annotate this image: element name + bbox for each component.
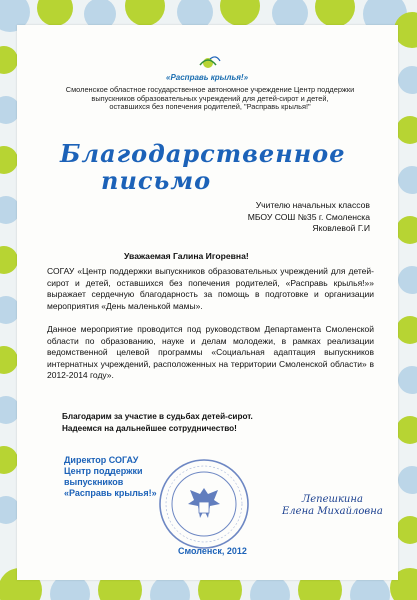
director-block (64, 455, 204, 499)
city-year: Смоленск, 2012 (178, 546, 247, 556)
thanks-line-2: Надеемся на дальнейшее сотрудничество! (62, 423, 237, 433)
org-line-3: оставшихся без попечения родителей, "Расправь крылья!" (109, 102, 311, 112)
title-line-2: письмо (101, 166, 212, 195)
organization-header (44, 86, 376, 112)
signature-line-2: Елена Михайловна (282, 506, 383, 517)
greeting: Уважаемая Галина Игоревна! (124, 251, 249, 261)
recipient-line-1: Учителю начальных классов (255, 200, 370, 210)
org-line-2: выпускников образовательных учреждений для детей-сирот и детей, (91, 93, 329, 103)
recipient-line-2: МБОУ СОШ №35 г. Смоленска (247, 211, 370, 222)
director-line-3: «Расправь крылья!» (64, 488, 157, 498)
recipient-line-3: Яковлевой Г.И (312, 223, 370, 233)
recipient-block (214, 200, 370, 235)
logo-text: «Расправь крылья!» (166, 73, 249, 82)
org-line-1: Смоленское областное государственное автономное учреждение Центр поддержки (65, 85, 355, 94)
thanks-block (62, 411, 362, 434)
director-line-2: Центр поддержки выпускников (64, 466, 143, 487)
director-line-1: Директор СОГАУ (64, 455, 139, 465)
paragraph-1: СОГАУ «Центр поддержки выпускников образовательных учреждений для детей-сирот и детей, оставшихся без попечения родителей, «Расправь крылья!»» выражает сердечную благодарность за помощь в подготовке и организации мероприятия «День маленькой мамы». (47, 266, 374, 311)
paragraph-2: Данное мероприятие проводится под руководством Департамента Смоленской области по образованию, науке и делам молодежи, в рамках реализации ведомственной целевой программы «Социальная адаптация выпускников интернатных учреждений, расположенных на территории Смоленской области» в 2012-2014 году». (47, 324, 374, 381)
right-circles (396, 66, 417, 544)
signature-line-1: Лепешкина (301, 494, 363, 505)
title-line-1: Благодарственное (60, 139, 346, 168)
signature (282, 494, 383, 518)
thanks-line-1: Благодарим за участие в судьбах детей-сирот. (62, 412, 253, 421)
